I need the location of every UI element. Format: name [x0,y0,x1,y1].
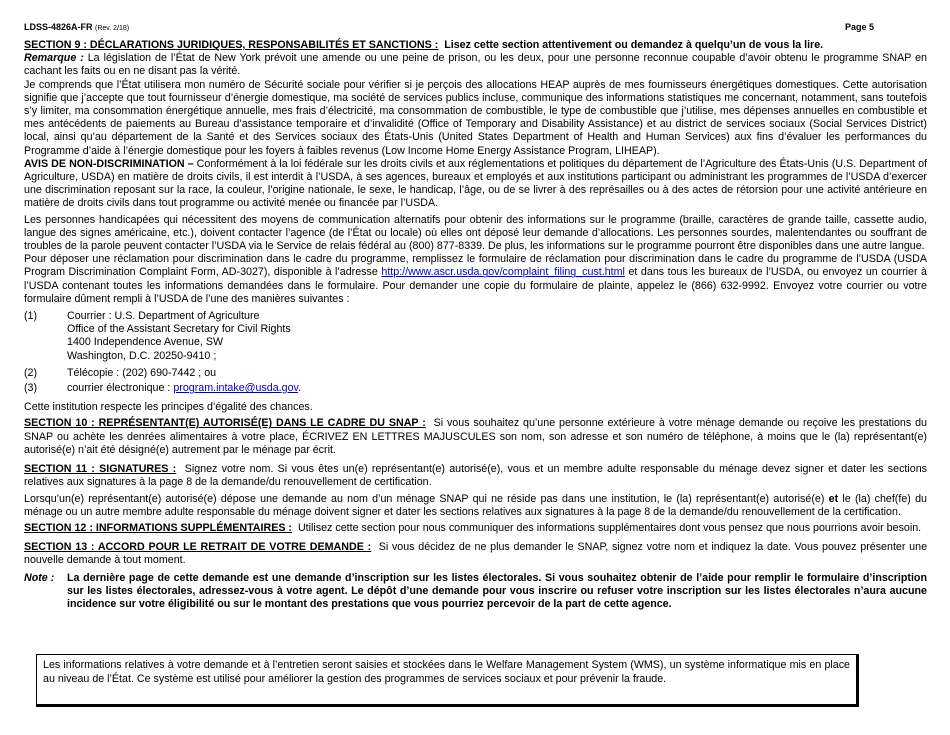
section13-paragraph [24,541,927,567]
address-item-fax [24,367,927,380]
form-revision: (Rev. 2/18) [95,25,130,32]
section11-paragraph [24,463,927,489]
section11-title: SECTION 11 : SIGNATURES : [24,463,177,476]
note-label: Note : [24,571,55,584]
mail-line-1: Courrier : U.S. Department of Agriculture [67,310,260,323]
section10-title: SECTION 10 : REPRÉSENTANT(E) AUTORISÉ(E) DANS LE CADRE DU SNAP : [24,417,426,430]
form-id: LDSS-4826A-FR (Rev. 2/18) [24,22,130,32]
heap-paragraph: Je comprends que l’État utilisera mon numéro de Sécurité sociale pour vérifier si je perçois des allocations HEAP auprès de mes fournisseurs énergétiques domestiques. Cette autorisation signifie que j’accepte que tout fournisseur d’énergie domestique, ma société de services publics incluse, communique des informations statistiques me concernant, notamment, sans toutefois s’y limiter, ma consommation énergétique annuelle, mes frais d’électricité, ma consommation de combustible, le type de combustible que j’utilise, mes dépenses annuelles en combustible et mes antécédents de paiements au Bureau d’assistance temporaire et d’invalidité (Office of Temporary and Disability Assistance) et au district de services sociaux (Social Services District) local, ainsi qu’au département de la Santé et des Services sociaux des États-Unis (United States Department of Health and Human Services) aux fins d’évaluer les performances du Programme d’aide à l’énergie domestique pour les foyers à faibles revenus (Low Income Home Energy Assistance Program, LIHEAP). [24,78,927,157]
avis-text: Conformément à la loi fédérale sur les droits civils et aux réglementations et politiques du département de l’Agriculture des États-Unis (U.S. Department of Agriculture, USDA) en matière de droits civils, il est interdit à l’USDA, à ses agences, bureaux et employés et aux institutions participant ou administrant les programmes de l’USDA d’exercer une discrimination reposant sur la race, la couleur, l’origine nationale, le sexe, le handicap, l’âge, ou de se livrer à des représailles ou à des actes de rétorsion pour une activité antérieure en matière de droits civils dans tout programme ou activité menée ou financée par l’USDA. [24,157,927,210]
section13-title: SECTION 13 : ACCORD POUR LE RETRAIT DE VOTRE DEMANDE : [24,541,372,554]
section10-text: Si vous souhaitez qu’une personne extérieure à votre ménage demande ou reçoive les prestations du SNAP ou achète les denrées alimentaires à votre place, ÉCRIVEZ EN LETTRES MAJUSCULES son nom, son adresse et son numéro de téléphone, à moins que le (la) représentant(e) autorisé(e) n’ait été désigné(e) autrement par le ménage par écrit. [24,417,927,456]
email-end: . [298,382,302,395]
email-link[interactable]: program.intake@usda.gov [173,382,299,395]
wms-info-text: Les informations relatives à votre demande et à l’entretien seront saisies et stockées dans le Welfare Management System (WMS), un système informatique mis en place au niveau de l’État. Ce système est utilisé pour améliorer la gestion des programmes de services sociaux et pour prévenir la fraude. [43,659,850,685]
remarque-label: Remarque : [24,52,84,65]
note-text: La dernière page de cette demande est une demande d’inscription sur les listes électorales. Si vous souhaitez obtenir de l’aide pour remplir le formulaire d’inscription sur les listes électorales, adressez-vous à votre agent. Le dépôt d’une demande pour vous inscrire ou refuser votre inscription sur les listes électorales n’aura aucune incidence sur votre éligibilité ou sur le montant des prestations que vous pourriez percevoir de la part de cette agence. [67,571,927,610]
reclamation-paragraph [24,253,927,306]
address-num-2: (2) [24,366,38,379]
section10-paragraph [24,417,927,457]
address-num-1: (1) [24,310,38,323]
avis-paragraph [24,158,927,211]
address-item-mail [24,310,927,363]
mail-line-3: 1400 Independence Avenue, SW [67,336,224,349]
remarque-paragraph [24,52,927,78]
section13-text: Si vous décidez de ne plus demander le SNAP, signez votre nom et indiquez la date. Vous pouvez présenter une nouvelle demande à tout moment. [24,541,928,567]
section9-title: SECTION 9 : DÉCLARATIONS JURIDIQUES, RESPONSABILITÉS ET SANCTIONS : [24,39,439,51]
equal-opportunity-statement: Cette institution respecte les principes d’égalité des chances. [24,401,313,414]
section11-text2-a: Lorsqu’un(e) représentant(e) autorisé(e) dépose une demande au nom d’un ménage SNAP qui ne réside pas dans une institution, le (la) représentant(e) autorisé(e) [24,492,825,505]
section12-text: Utilisez cette section pour nous communiquer des informations supplémentaires dont vous pensez que nous pourrions avoir besoin. [297,521,922,534]
note-block [24,572,927,612]
mail-line-4: Washington, D.C. 20250-9410 ; [67,349,217,362]
page-header [24,22,927,34]
mail-line-2: Office of the Assistant Secretary for Civil Rights [67,323,291,336]
address-item-email [24,382,927,395]
avis-label: AVIS DE NON-DISCRIMINATION – [24,157,194,170]
section11-text: Signez votre nom. Si vous êtes un(e) représentant(e) autorisé(e), vous et un membre adulte responsable du ménage devez signer et dater les sections relatives aux signatures à la page 8 de la demande/du renouvellement de certification. [24,463,927,489]
section9-instruction: Lisez cette section attentivement ou demandez à quelqu’un de vous la lire. [444,39,824,51]
complaint-link[interactable]: http://www.ascr.usda.gov/complaint_filing_cust.html [381,266,625,279]
page-number: Page 5 [844,22,874,32]
address-num-3: (3) [24,382,38,395]
handicap-paragraph: Les personnes handicapées qui nécessitent des moyens de communication alternatifs pour obtenir des informations sur le programme (braille, caractères de grande taille, cassette audio, langue des signes américaine, etc.), doivent contacter l’agence (de l’État ou locale) où elles ont déposé leur demande d’allocations. Les personnes sourdes, malentendantes ou souffrant de troubles de la parole peuvent contacter l’USDA via le Service de relais fédéral au (800) 877-8339. De plus, les informations sur le programme pourront être disponibles dans une autre langue. [24,213,927,253]
email-label: courrier électronique : [67,382,171,395]
remarque-text: La législation de l’État de New York prévoit une amende ou une peine de prison, ou les deux, pour une personne reconnue coupable d’avoir obtenu le programme SNAP en cachant les faits ou en ne disant pas la vérité. [24,52,927,78]
section9-heading [24,39,927,52]
wms-info-box [36,654,859,707]
reclamation-text-1: Pour déposer une réclamation pour discrimination dans le cadre du programme, remplissez le formulaire de réclamation pour discrimination dans le cadre du programme de l’USDA (USDA Program Discrimination Complaint Form, AD-3027), disponible à l’adresse [24,253,927,279]
section12-title: SECTION 12 : INFORMATIONS SUPPLÉMENTAIRES : [24,521,292,534]
section11-text2-bold: et [828,492,839,505]
document-page [24,22,927,611]
section12-paragraph [24,522,927,535]
fax-line: Télécopie : (202) 690-7442 ; ou [67,366,217,379]
reclamation-text-2: et dans tous les bureaux de l’USDA, ou envoyez un courrier à l’USDA contenant toutes les informations demandées dans le formulaire. Pour demander une copie du formulaire de plainte, appelez le (866) 632-9992. Envoyez votre courrier ou votre formulaire dûment rempli à l’USDA de l’une des manières suivantes : [24,266,927,305]
section11-text2-b: le (la) chef(fe) du ménage ou un autre membre adulte responsable du ménage doivent signer et dater les sections relatives aux signatures à la page 8 de la demande/du renouvellement de la certification. [24,492,927,518]
section11-paragraph-2 [24,493,927,519]
